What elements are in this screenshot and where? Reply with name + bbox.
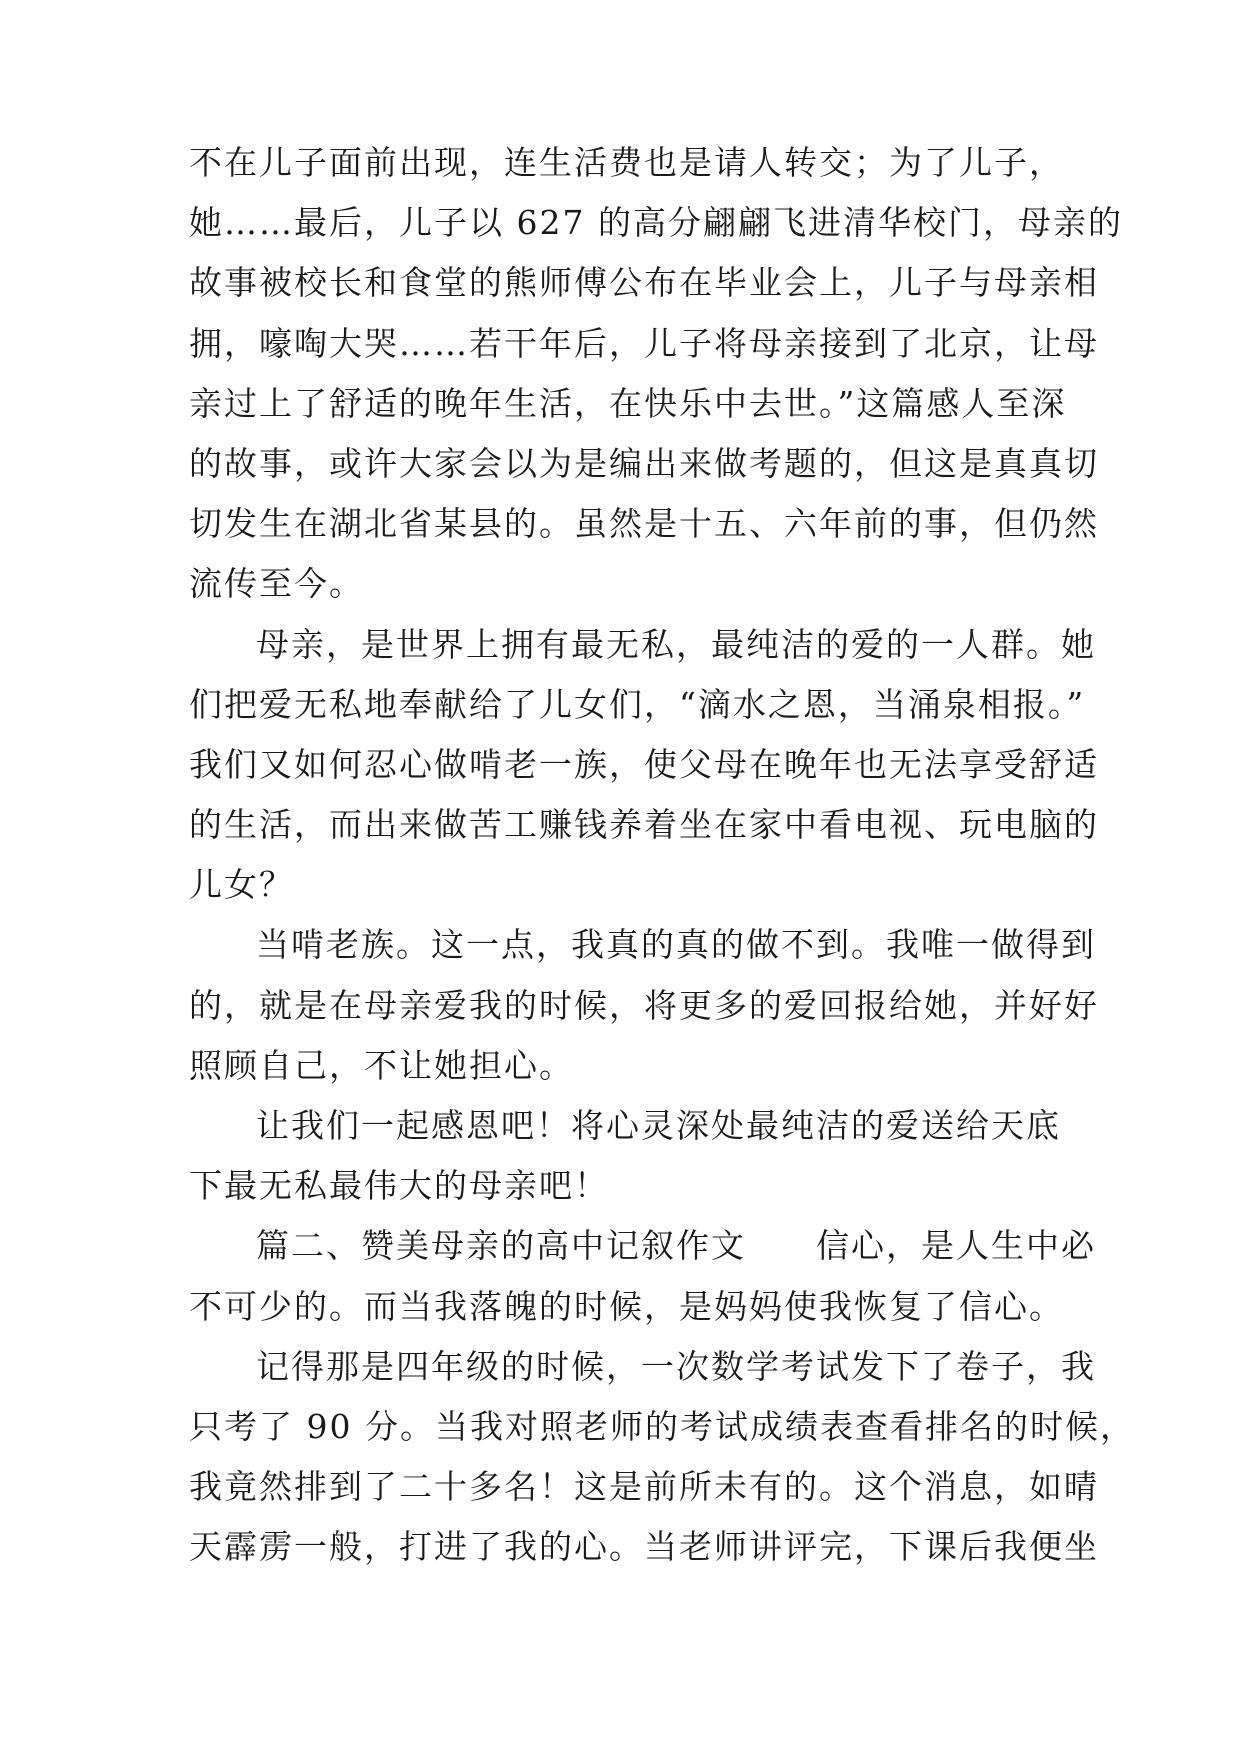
text-line: 我们又如何忍心做啃老一族，使父母在晚年也无法享受舒适: [189, 744, 1099, 784]
text-line: 儿女？: [189, 865, 294, 905]
text-line: 照顾自己，不让她担心。: [189, 1045, 574, 1085]
text-line: 让我们一起感恩吧！将心灵深处最纯洁的爱送给天底: [256, 1106, 1061, 1145]
text-line: 亲过上了舒适的晚年生活，在快乐中去世。”这篇感人至深: [189, 383, 1067, 423]
text-line: 记得那是四年级的时候，一次数学考试发下了卷子，我: [256, 1346, 1096, 1386]
text-line: 天霹雳一般，打进了我的心。当老师讲评完，下课后我便坐: [189, 1527, 1099, 1567]
text-line: 故事被校长和食堂的熊师傅公布在毕业会上，儿子与母亲相: [189, 263, 1099, 303]
text-line: 的故事，或许大家会以为是编出来做考题的，但这是真真切: [189, 443, 1099, 483]
text-line: 流传至今。: [189, 564, 364, 604]
text-line: 拥，嚎啕大哭……若干年后，儿子将母亲接到了北京，让母: [189, 323, 1099, 363]
text-line: 母亲，是世界上拥有最无私，最纯洁的爱的一人群。她: [256, 624, 1096, 664]
text-line: 的，就是在母亲爱我的时候，将更多的爱回报给她，并好好: [189, 985, 1099, 1025]
text-line: 的生活，而出来做苦工赚钱养着坐在家中看电视、玩电脑的: [189, 805, 1099, 845]
text-line: 只考了 90 分。当我对照老师的考试成绩表查看排名的时候，: [189, 1406, 1135, 1446]
text-line: 不在儿子面前出现，连生活费也是请人转交；为了儿子，: [189, 143, 1064, 182]
text-line: 当啃老族。这一点，我真的真的做不到。我唯一做得到: [256, 925, 1096, 965]
text-line: 篇二、赞美母亲的高中记叙作文 信心，是人生中必: [256, 1226, 1096, 1266]
text-line: 我竟然排到了二十多名！这是前所未有的。这个消息，如晴: [189, 1467, 1099, 1507]
text-line: 不可少的。而当我落魄的时候，是妈妈使我恢复了信心。: [189, 1286, 1064, 1326]
text-line: 她……最后，儿子以 627 的高分翩翩飞进清华校门，母亲的: [189, 203, 1123, 243]
text-line: 下最无私最伟大的母亲吧！: [189, 1166, 609, 1206]
text-line: 们把爱无私地奉献给了儿女们，“滴水之恩，当涌泉相报。”: [189, 684, 1086, 724]
body-text: [189, 133, 1135, 1578]
text-line: 切发生在湖北省某县的。虽然是十五、六年前的事，但仍然: [189, 504, 1099, 544]
